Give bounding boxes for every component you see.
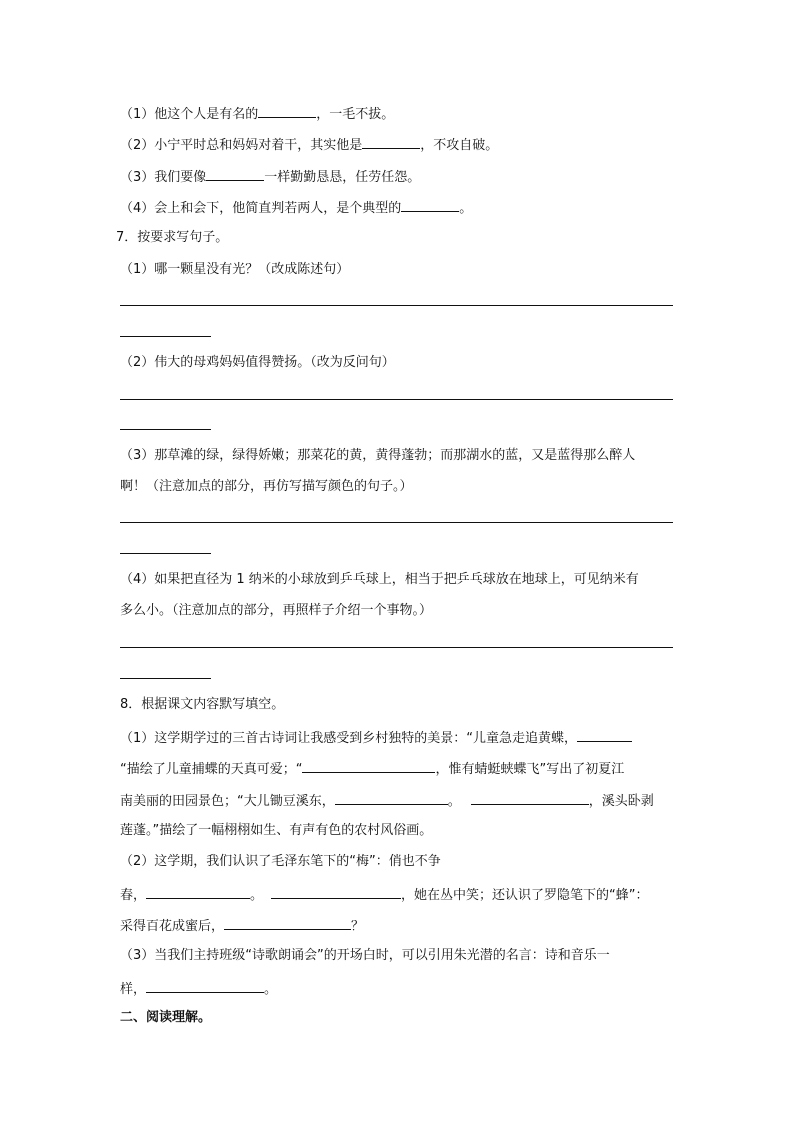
q7-item-4-answer-line-short[interactable] xyxy=(120,678,211,679)
q6-item-1 xyxy=(120,105,394,123)
q6-item-4-tail: 。 xyxy=(459,201,473,216)
q7-item-3-line-1: （3）那草滩的绿，绿得娇嫩；那菜花的黄，黄得蓬勃；而那湖水的蓝，又是蓝得那么醉人 xyxy=(120,448,636,463)
q7-item-2-answer-line-short[interactable] xyxy=(120,429,211,430)
q6-item-3-text: （3）我们要像 xyxy=(120,170,207,185)
q8-p1-line-3-text-a: 南美丽的田园景色；“大儿锄豆溪东， xyxy=(120,794,335,809)
q8-p1-blank-2[interactable] xyxy=(302,760,435,773)
q6-item-4-blank[interactable] xyxy=(401,199,459,212)
q8-p1-blank-1[interactable] xyxy=(577,729,632,742)
q8-p2-line-2-text-c: ，她在丛中笑；还认识了罗隐笔下的“蜂”： xyxy=(401,888,649,903)
q8-p1-blank-3[interactable] xyxy=(335,792,448,805)
q7-item-1: （1）哪一颗星没有光？（改成陈述句） xyxy=(120,262,350,277)
q8-p2-line-3-text-b: ？ xyxy=(351,919,365,934)
q8-title: 8．根据课文内容默写填空。 xyxy=(120,697,285,712)
q6-item-1-blank[interactable] xyxy=(258,105,316,118)
q6-item-2-tail: ，不攻自破。 xyxy=(420,138,499,153)
q7-item-4-line-2: 多么小。（注意加点的部分，再照样子介绍一个事物。） xyxy=(120,603,433,618)
q7-item-4-line-1: （4）如果把直径为 1 纳米的小球放到乒乓球上，相当于把乒乓球放在地球上，可见纳米有 xyxy=(120,572,639,587)
q6-item-3-blank[interactable] xyxy=(206,168,264,181)
q8-p1-line-3 xyxy=(120,792,654,810)
q8-p2-line-2-text-a: 春， xyxy=(120,888,147,903)
q8-p2-line-1: （2）这学期，我们认识了毛泽东笔下的“梅”：俏也不争 xyxy=(120,854,441,869)
q8-p1-line-1 xyxy=(120,729,632,747)
q8-p1-line-3-text-b: 。 xyxy=(447,794,461,809)
q8-p3-line-2-text-b: 。 xyxy=(264,982,278,997)
q8-p3-blank-1[interactable] xyxy=(146,980,264,993)
section-2-title: 二、阅读理解。 xyxy=(120,1010,212,1025)
q8-p1-line-2-text-a: “描绘了儿童捕蝶的天真可爱；“ xyxy=(120,762,303,777)
q7-item-3-answer-line[interactable] xyxy=(120,522,673,523)
q7-item-3-line-2: 啊！（注意加点的部分，再仿写描写颜色的句子。） xyxy=(120,479,413,494)
q8-p1-blank-4[interactable] xyxy=(471,792,589,805)
q8-p1-line-4: 莲蓬。”描绘了一幅栩栩如生、有声有色的农村风俗画。 xyxy=(120,823,433,838)
q7-title: 7．按要求写句子。 xyxy=(116,230,229,245)
q8-p3-line-1: （3）当我们主持班级“诗歌朗诵会”的开场白时，可以引用朱光潜的名言：诗和音乐一 xyxy=(120,948,610,963)
q6-item-1-text: （1）他这个人是有名的 xyxy=(120,107,259,122)
q7-item-2-answer-line[interactable] xyxy=(120,399,673,400)
q8-p3-line-2 xyxy=(120,980,277,998)
q7-item-3-answer-line-short[interactable] xyxy=(120,553,211,554)
q6-item-3 xyxy=(120,168,420,186)
q7-item-1-answer-line[interactable] xyxy=(120,305,673,306)
q8-p2-blank-2[interactable] xyxy=(271,886,401,899)
q8-p2-blank-3[interactable] xyxy=(224,917,351,930)
q7-item-2: （2）伟大的母鸡妈妈值得赞扬。（改为反问句） xyxy=(120,355,395,370)
q8-p1-line-3-text-c: ，溪头卧剥 xyxy=(588,794,654,809)
q8-p3-line-2-text-a: 样， xyxy=(120,982,147,997)
q7-item-1-answer-line-short[interactable] xyxy=(120,336,211,337)
q6-item-2 xyxy=(120,136,498,154)
q6-item-1-tail: ，一毛不拔。 xyxy=(316,107,395,122)
q8-p1-line-2 xyxy=(120,760,624,778)
q8-p1-line-2-text-b: ，惟有蜻蜓蛱蝶飞”写出了初夏江 xyxy=(435,762,625,777)
q8-p2-blank-1[interactable] xyxy=(146,886,250,899)
q8-p2-line-3-text-a: 采得百花成蜜后， xyxy=(120,919,225,934)
q6-item-3-tail: 一样勤勤恳恳，任劳任怨。 xyxy=(264,170,421,185)
q8-p2-line-3 xyxy=(120,917,364,935)
q8-p1-line-1-text: （1）这学期学过的三首古诗词让我感受到乡村独特的美景：“儿童急走追黄蝶， xyxy=(120,731,578,746)
q8-p2-line-2 xyxy=(120,886,649,904)
q6-item-2-blank[interactable] xyxy=(362,136,420,149)
q6-item-4-text: （4）会上和会下，他简直判若两人，是个典型的 xyxy=(120,201,402,216)
q8-p2-line-2-text-b: 。 xyxy=(250,888,264,903)
q7-item-4-answer-line[interactable] xyxy=(120,647,673,648)
q6-item-4 xyxy=(120,199,472,217)
q6-item-2-text: （2）小宁平时总和妈妈对着干，其实他是 xyxy=(120,138,363,153)
